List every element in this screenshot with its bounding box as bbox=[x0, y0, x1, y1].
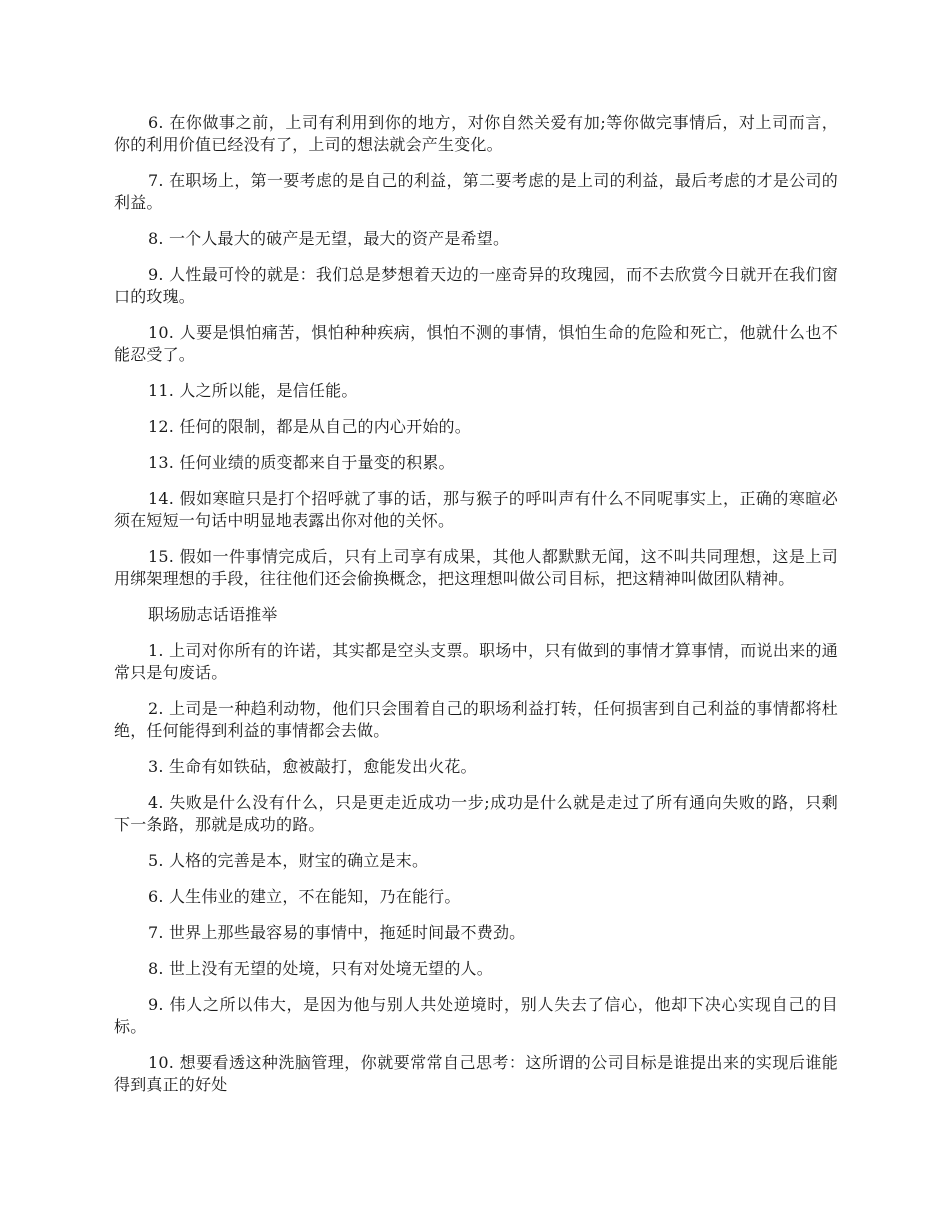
section-heading: 职场励志话语推举 bbox=[148, 605, 278, 624]
paragraph: 3. 生命有如铁砧，愈被敲打，愈能发出火花。 bbox=[148, 757, 477, 776]
paragraph: 13. 任何业绩的质变都来自于量变的积累。 bbox=[148, 453, 455, 472]
paragraph: 9. 人性最可怜的就是：我们总是梦想着天边的一座奇异的玫瑰园，而不去欣赏今日就开在我们窗口的玫瑰。 bbox=[114, 265, 838, 306]
paragraph: 10. 想要看透这种洗脑管理，你就要常常自己思考：这所谓的公司目标是谁提出来的实现后谁能得到真正的好处 bbox=[114, 1053, 838, 1094]
paragraph: 15. 假如一件事情完成后，只有上司享有成果，其他人都默默无闻，这不叫共同理想，这是上司用绑架理想的手段，往往他们还会偷换概念，把这理想叫做公司目标，把这精神叫做团队精神。 bbox=[114, 547, 838, 588]
paragraph: 7. 世界上那些最容易的事情中，拖延时间最不费劲。 bbox=[148, 923, 526, 942]
paragraph: 11. 人之所以能，是信任能。 bbox=[148, 381, 358, 400]
paragraph: 5. 人格的完善是本，财宝的确立是末。 bbox=[148, 851, 429, 870]
paragraph: 6. 在你做事之前，上司有利用到你的地方，对你自然关爱有加;等你做完事情后，对上司而言，你的利用价值已经没有了，上司的想法就会产生变化。 bbox=[114, 113, 838, 154]
paragraph: 2. 上司是一种趋利动物，他们只会围着自己的职场利益打转，任何损害到自己利益的事情都将杜绝，任何能得到利益的事情都会去做。 bbox=[114, 699, 838, 740]
paragraph: 14. 假如寒暄只是打个招呼就了事的话，那与猴子的呼叫声有什么不同呢事实上，正确的寒暄必须在短短一句话中明显地表露出你对他的关怀。 bbox=[114, 489, 838, 530]
paragraph: 12. 任何的限制，都是从自己的内心开始的。 bbox=[148, 417, 471, 436]
document-body bbox=[114, 112, 838, 1110]
paragraph: 7. 在职场上，第一要考虑的是自己的利益，第二要考虑的是上司的利益，最后考虑的才是公司的利益。 bbox=[114, 171, 838, 212]
paragraph: 10. 人要是惧怕痛苦，惧怕种种疾病，惧怕不测的事情，惧怕生命的危险和死亡，他就什么也不能忍受了。 bbox=[114, 323, 838, 364]
paragraph: 4. 失败是什么没有什么，只是更走近成功一步;成功是什么就是走过了所有通向失败的路，只剩下一条路，那就是成功的路。 bbox=[114, 793, 838, 834]
paragraph: 8. 世上没有无望的处境，只有对处境无望的人。 bbox=[148, 959, 493, 978]
paragraph: 8. 一个人最大的破产是无望，最大的资产是希望。 bbox=[148, 229, 510, 248]
paragraph: 6. 人生伟业的建立，不在能知，乃在能行。 bbox=[148, 887, 461, 906]
paragraph: 1. 上司对你所有的许诺，其实都是空头支票。职场中，只有做到的事情才算事情，而说出来的通常只是句废话。 bbox=[114, 641, 838, 682]
paragraph: 9. 伟人之所以伟大，是因为他与别人共处逆境时，别人失去了信心，他却下决心实现自己的目标。 bbox=[114, 995, 838, 1036]
